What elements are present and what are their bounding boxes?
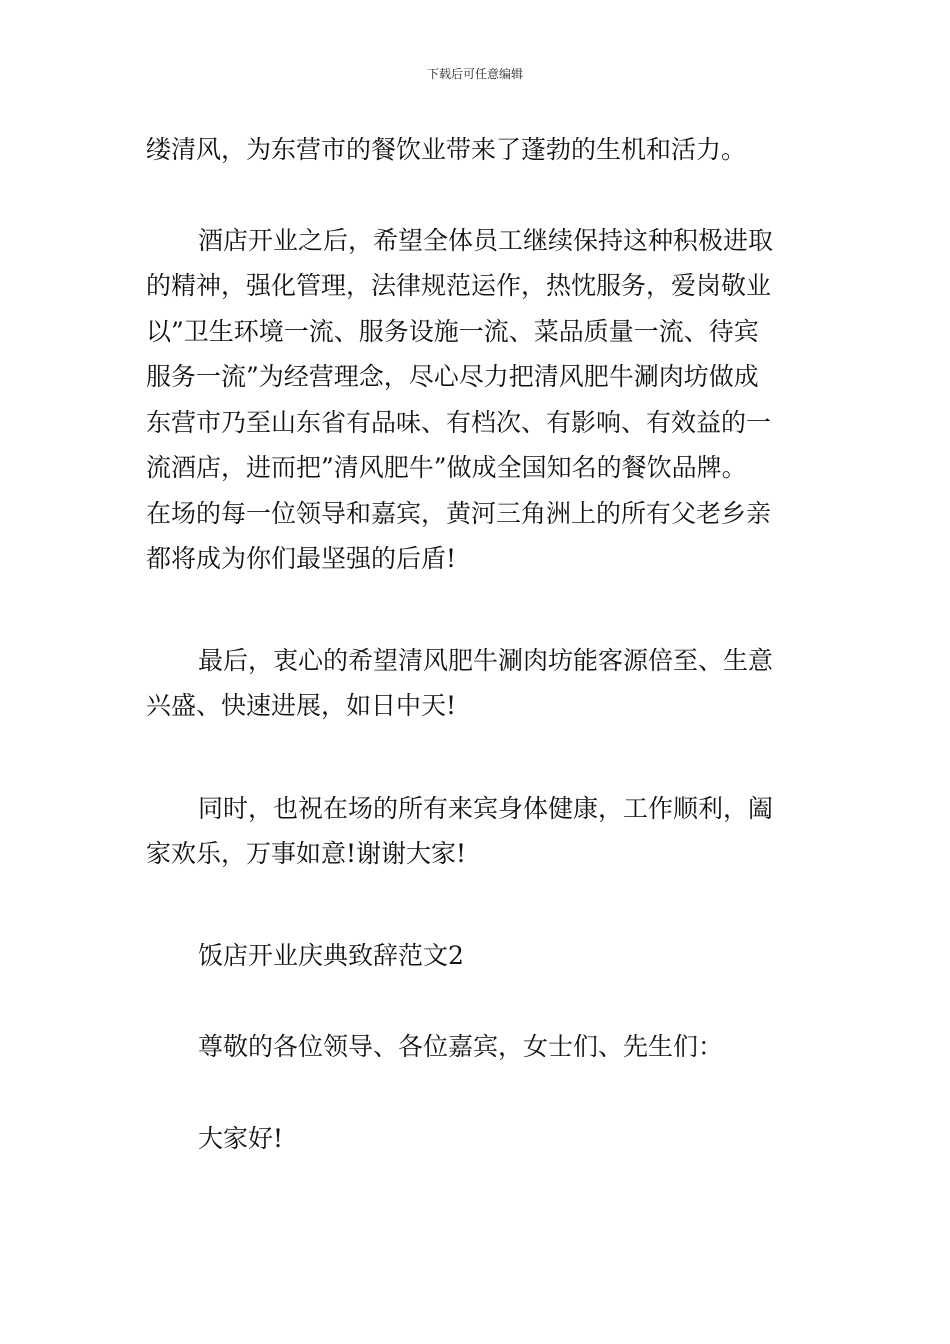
paragraph-gap: [146, 877, 812, 933]
paragraph-continuation: [146, 127, 812, 173]
paragraph-gap: [146, 173, 812, 218]
paragraph-line: 都将成为你们最坚强的后盾!: [146, 544, 457, 573]
paragraph-line: 同时，也祝在场的所有来宾身体健康，工作顺利，阖: [198, 793, 774, 823]
paragraph-gap: [146, 1070, 812, 1116]
paragraph-closing-wish: [146, 638, 812, 729]
paragraph-line: 缕清风，为东营市的餐饮业带来了蓬勃的生机和活力。: [146, 135, 747, 164]
paragraph-hopes: [146, 218, 812, 582]
paragraph-line: 以”卫生环境一流、服务设施一流、菜品质量一流、待宾: [146, 316, 759, 346]
paragraph-line: 家欢乐，万事如意!谢谢大家!: [146, 839, 467, 868]
paragraph-salutation: [146, 1024, 812, 1070]
paragraph-blessing: [146, 786, 812, 877]
paragraph-line: 流酒店，进而把”清风肥牛”做成全国知名的餐饮品牌。: [146, 453, 747, 482]
paragraph-line: 大家好!: [198, 1123, 284, 1153]
page-header-watermark: 下载后可任意编辑: [426, 67, 523, 81]
paragraph-gap: [146, 582, 812, 638]
paragraph-line: 服务一流”为经营理念，尽心尽力把清风肥牛涮肉坊做成: [146, 362, 759, 391]
paragraph-greeting: [146, 1116, 812, 1162]
paragraph-line: 的精神，强化管理，法律规范运作，热忱服务，爱岗敬业: [146, 271, 772, 300]
paragraph-line: 尊敬的各位领导、各位嘉宾，女士们、先生们：: [198, 1032, 724, 1061]
paragraph-gap: [146, 978, 812, 1024]
section-title: [146, 933, 812, 979]
paragraph-line: 东营市乃至山东省有品味、有档次、有影响、有效益的一: [146, 407, 772, 437]
paragraph-gap: [146, 729, 812, 786]
paragraph-line: 饭店开业庆典致辞范文2: [198, 940, 464, 970]
paragraph-line: 兴盛、快速进展，如日中天!: [146, 691, 457, 720]
document-body: [146, 127, 812, 1161]
paragraph-line: 最后，衷心的希望清风肥牛涮肉坊能客源倍至、生意: [198, 645, 774, 675]
paragraph-line: 酒店开业之后，希望全体员工继续保持这种积极进取: [198, 225, 774, 255]
paragraph-line: 在场的每一位领导和嘉宾，黄河三角洲上的所有父老乡亲: [146, 498, 772, 528]
